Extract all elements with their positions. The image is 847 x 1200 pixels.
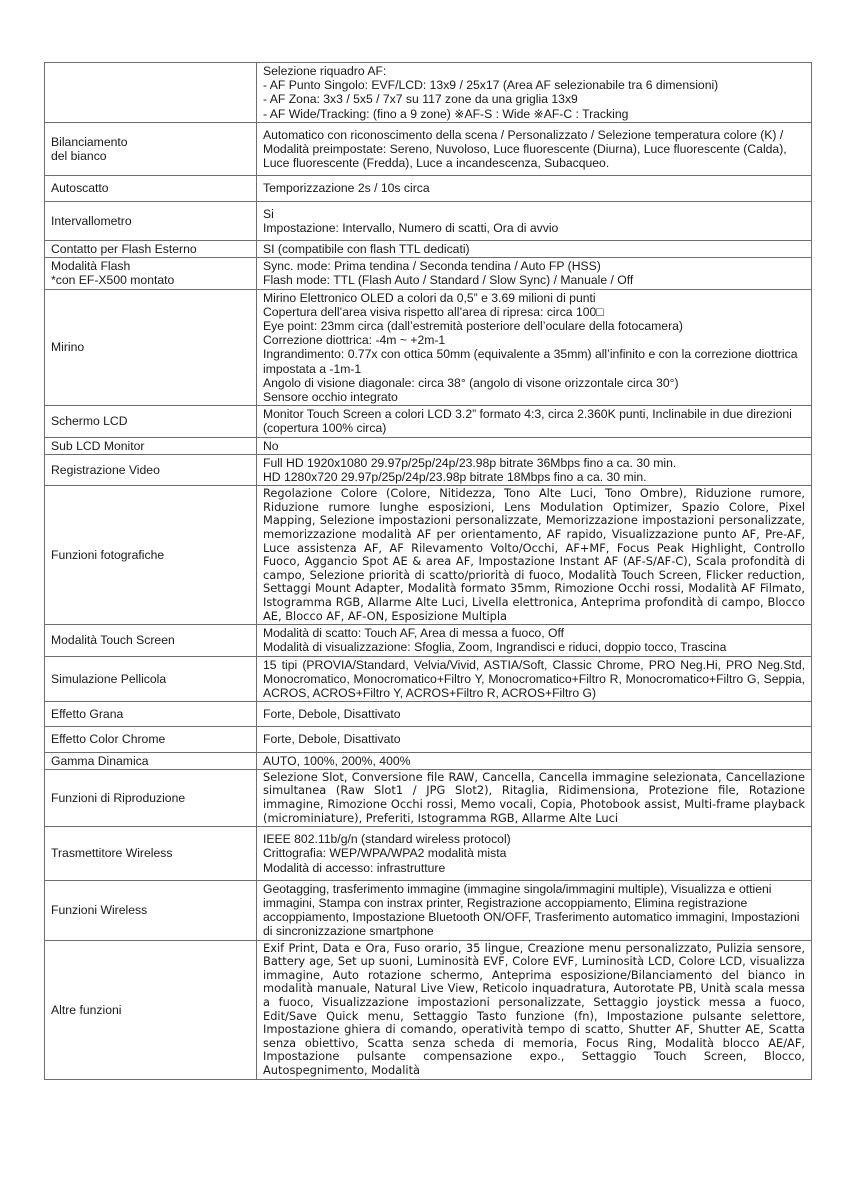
row-label: Mirino <box>45 289 257 406</box>
row-value <box>257 625 812 656</box>
row-value <box>257 201 812 240</box>
row-label: Contatto per Flash Esterno <box>45 241 257 258</box>
row-label: Effetto Color Chrome <box>45 727 257 752</box>
row-label: Simulazione Pellicola <box>45 656 257 702</box>
value-line: Sync. mode: Prima tendina / Seconda tendina / Auto FP (HSS) <box>263 259 601 274</box>
table-row-playback-functions <box>45 769 812 826</box>
table-row-sub-lcd <box>45 437 812 454</box>
row-value: Monitor Touch Screen a colori LCD 3.2” formato 4:3, circa 2.360K punti, Inclinabile in due direzioni (copertura 100% circa) <box>257 406 812 437</box>
row-label-line: *con EF-X500 montato <box>51 273 175 288</box>
table-row-video-recording <box>45 454 812 485</box>
value-line: IEEE 802.11b/g/n (standard wireless protocol) <box>263 832 511 847</box>
row-value: Forte, Debole, Disattivato <box>257 702 812 727</box>
row-label <box>45 122 257 176</box>
row-label: Intervallometro <box>45 201 257 240</box>
row-value <box>257 827 812 881</box>
row-label: Altre funzioni <box>45 940 257 1079</box>
row-label-line: del bianco <box>51 149 107 164</box>
row-label <box>45 258 257 289</box>
value-line: Modalità di scatto: Touch AF, Area di messa a fuoco, Off <box>263 626 565 641</box>
row-value: Exif Print, Data e Ora, Fuso orario, 35 lingue, Creazione menu personalizzato, Pulizia sensore, Battery age, Set up suoni, Luminosità EVF, Colore EVF, Luminosità LCD, Colore LCD, visualizza immagine, Auto rotazione schermo, Anteprima esposizione/Bilanciamento del bianco in modalità manuale, Natural Live View, Reticolo inquadratura, Autorotate PB, Unità scala messa a fuoco, Visualizzazione impostazioni personalizzate, Settaggio joystick messa a fuoco, Edit/Save Quick menu, Settaggio Tasto funzione (fn), Impostazione pulsante selettore, Impostazione ghiera di comando, operatività tempo di scatto, Shutter AF, Shutter AE, Scatta senza obiettivo, Scatta senza scheda di memoria, Focus Ring, Modalità blocco AE/AF, Impostazione pulsante compensazione expo., Settaggio Touch Screen, Blocco, Autospegnimento, Modalità <box>257 940 812 1079</box>
value-line: Modalità di accesso: infrastrutture <box>263 860 446 875</box>
row-label: Schermo LCD <box>45 406 257 437</box>
row-label-line: Modalità Flash <box>51 259 131 274</box>
table-row-wireless-transmitter <box>45 827 812 881</box>
row-value: Temporizzazione 2s / 10s circa <box>257 176 812 201</box>
value-line: Ingrandimento: 0.77x con ottica 50mm (equivalente a 35mm) all’infinito e con la correzione diottrica impostata a -1m-1 <box>263 347 798 376</box>
row-label <box>45 63 257 123</box>
row-label-line: Bilanciamento <box>51 134 128 149</box>
table-row-wireless-functions <box>45 880 812 940</box>
row-label: Sub LCD Monitor <box>45 437 257 454</box>
value-line: Si <box>263 206 274 221</box>
row-value: Forte, Debole, Disattivato <box>257 727 812 752</box>
value-line: Correzione diottrica: -4m ~ +2m-1 <box>263 333 446 348</box>
table-row-viewfinder <box>45 289 812 406</box>
value-line: - AF Zona: 3x3 / 5x5 / 7x7 su 117 zone da una griglia 13x9 <box>263 92 578 107</box>
value-line: Sensore occhio integrato <box>263 390 398 405</box>
row-label: Registrazione Video <box>45 454 257 485</box>
row-value <box>257 63 812 123</box>
value-line: Eye point: 23mm circa (dall’estremità posteriore dell’oculare della fotocamera) <box>263 319 683 334</box>
row-label: Modalità Touch Screen <box>45 625 257 656</box>
value-line: Modalità di visualizzazione: Sfoglia, Zoom, Ingrandisci e riduci, doppio tocco, Trascina <box>263 640 727 655</box>
row-label: Funzioni fotografiche <box>45 486 257 625</box>
row-value <box>257 454 812 485</box>
row-value <box>257 258 812 289</box>
table-row-dynamic-range <box>45 752 812 769</box>
value-line: Angolo di visione diagonale: circa 38° (angolo di visone orizzontale circa 30°) <box>263 375 679 390</box>
row-value <box>257 122 812 176</box>
table-row-touch-screen <box>45 625 812 656</box>
value-line: Impostazione: Intervallo, Numero di scatti, Ora di avvio <box>263 220 559 235</box>
value-line: Mirino Elettronico OLED a colori da 0,5” e 3.69 milioni di punti <box>263 290 596 305</box>
row-value: Selezione Slot, Conversione file RAW, Cancella, Cancella immagine selezionata, Cancellazione simultanea (Raw Slot1 / JPG Slot2), Ritaglia, Ridimensiona, Protezione file, Rotazione immagine, Rimozione Occhi rossi, Memo vocali, Copia, Photobook assist, Multi-frame playback (microminiature), Preferiti, Istogramma RGB, Allarme Alte Luci <box>257 769 812 826</box>
row-label: Autoscatto <box>45 176 257 201</box>
row-label: Funzioni di Riproduzione <box>45 769 257 826</box>
table-row-af-selection <box>45 63 812 123</box>
table-row-external-flash <box>45 241 812 258</box>
table-row-film-simulation <box>45 656 812 702</box>
row-label: Trasmettitore Wireless <box>45 827 257 881</box>
value-line: Automatico con riconoscimento della scena / Personalizzato / Selezione temperatura colore (K) / Modalità preimpostate: Sereno, Nuvoloso, Luce fluorescente (Diurna), Luce fluorescente (Calda), Luce fluorescente (Fredda), Luce a incandescenza, Subacqueo. <box>263 127 787 171</box>
table-row-flash-mode <box>45 258 812 289</box>
value-line: Full HD 1920x1080 29.97p/25p/24p/23.98p bitrate 36Mbps fino a ca. 30 min. <box>263 455 677 470</box>
table-row-grain-effect <box>45 702 812 727</box>
table-row-white-balance <box>45 122 812 176</box>
table-row-color-chrome <box>45 727 812 752</box>
value-line: Crittografia: WEP/WPA/WPA2 modalità mista <box>263 846 507 861</box>
table-row-lcd-screen <box>45 406 812 437</box>
table-row-other-functions <box>45 940 812 1079</box>
value-line: HD 1280x720 29.97p/25p/24p/23.98p bitrate 18Mbps fino a ca. 30 min. <box>263 470 647 485</box>
row-value: Regolazione Colore (Colore, Nitidezza, Tono Alte Luci, Tono Ombre), Riduzione rumore, Riduzione rumore lunghe esposizioni, Lens Modulation Optimizer, Spazio Colore, Pixel Mapping, Selezione impostazioni personalizzate, Memorizzazione impostazioni personalizzate, memorizzazione modalità AF per orientamento, AF rapido, Visualizzazione punto AF, Pre-AF, Luce assistenza AF, AF Rilevamento Volto/Occhi, AF+MF, Focus Peak Highlight, Controllo Fuoco, Aggancio Spot AE & area AF, Impostazione Instant AF (AF-S/AF-C), Scala profondità di campo, Selezione priorità di scatto/priorità di fuoco, Modalità Touch Screen, Flicker reduction, Settaggi Mount Adapter, Modalità formato 35mm, Rimozione Occhi rossi, Modalità AF Filmato, Istogramma RGB, Allarme Alte Luci, Livella elettronica, Anteprima profondità di campo, Blocco AE, Blocco AF, AF-ON, Esposizione Multipla <box>257 486 812 625</box>
row-value <box>257 289 812 406</box>
table-row-interval-timer <box>45 201 812 240</box>
row-label: Effetto Grana <box>45 702 257 727</box>
table-row-self-timer <box>45 176 812 201</box>
row-value: AUTO, 100%, 200%, 400% <box>257 752 812 769</box>
row-label: Gamma Dinamica <box>45 752 257 769</box>
row-value: Geotagging, trasferimento immagine (immagine singola/immagini multiple), Visualizza e ottieni immagini, Stampa con instrax printer, Registrazione accoppiamento, Elimina registrazione accoppiamento, Impostazione Bluetooth ON/OFF, Trasferimento automatico immagini, Impostazioni di sincronizzazione smartphone <box>257 880 812 940</box>
spec-table <box>44 62 812 1080</box>
value-line: Selezione riquadro AF: <box>263 64 387 78</box>
row-value: 15 tipi (PROVIA/Standard, Velvia/Vivid, ASTIA/Soft, Classic Chrome, PRO Neg.Hi, PRO Neg.Std, Monocromatico, Monocromatico+Filtro Y, Monocromatico+Filtro R, Monocromatico+Filtro G, Seppia, ACROS, ACROS+Filtro Y, ACROS+Filtro R, ACROS+Filtro G) <box>257 656 812 702</box>
row-value: No <box>257 437 812 454</box>
row-label: Funzioni Wireless <box>45 880 257 940</box>
value-line: Copertura dell’area visiva rispetto all’area di ripresa: circa 100□ <box>263 304 604 319</box>
table-row-photo-functions <box>45 486 812 625</box>
value-line: - AF Punto Singolo: EVF/LCD: 13x9 / 25x17 (Area AF selezionabile tra 6 dimensioni) <box>263 78 719 93</box>
value-line: Flash mode: TTL (Flash Auto / Standard / Slow Sync) / Manuale / Off <box>263 273 634 288</box>
value-line: - AF Wide/Tracking: (fino a 9 zone) ※AF-S : Wide ※AF-C : Tracking <box>263 106 629 121</box>
row-value: SI (compatibile con flash TTL dedicati) <box>257 241 812 258</box>
